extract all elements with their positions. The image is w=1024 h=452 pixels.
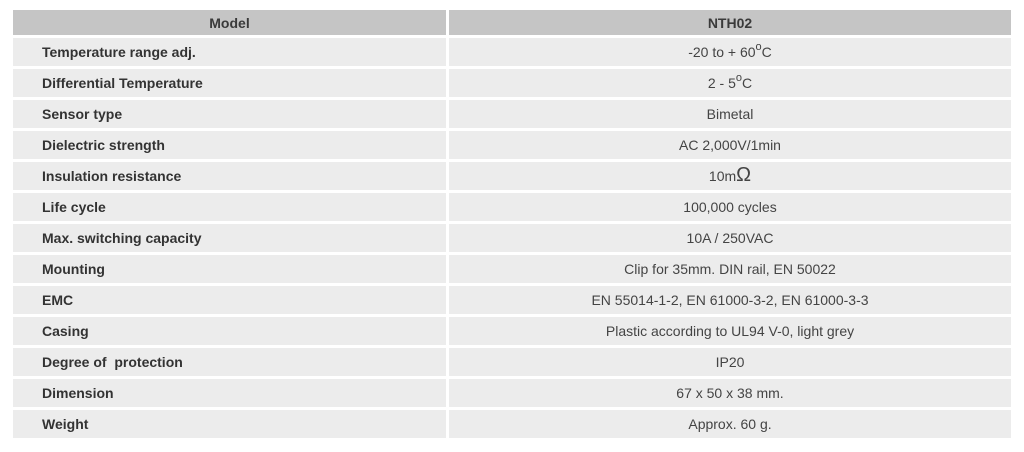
row-value: Clip for 35mm. DIN rail, EN 50022 xyxy=(449,255,1011,286)
table-row xyxy=(13,69,1011,100)
value-text: -20 to + 60 xyxy=(688,44,756,60)
table-row xyxy=(13,348,1011,379)
row-value xyxy=(449,162,1011,193)
table-row xyxy=(13,255,1011,286)
table-row xyxy=(13,162,1011,193)
value-text: 2 - 5 xyxy=(707,75,736,91)
row-label: Differential Temperature xyxy=(13,69,449,100)
table-row xyxy=(13,131,1011,162)
row-label: Casing xyxy=(13,317,449,348)
row-value: IP20 xyxy=(449,348,1011,379)
table-row xyxy=(13,38,1011,69)
row-label: Dimension xyxy=(13,379,449,410)
table-row xyxy=(13,100,1011,131)
value-text: 10m xyxy=(708,168,737,184)
table-row xyxy=(13,224,1011,255)
ohm-symbol: Ω xyxy=(736,164,752,186)
row-label: Insulation resistance xyxy=(13,162,449,193)
row-label: Temperature range adj. xyxy=(13,38,449,69)
row-label: Dielectric strength xyxy=(13,131,449,162)
row-value: Approx. 60 g. xyxy=(449,410,1011,441)
row-value: Plastic according to UL94 V-0, light grey xyxy=(449,317,1011,348)
degree-superscript: o xyxy=(755,41,762,53)
table-row xyxy=(13,317,1011,348)
header-row xyxy=(13,10,1011,38)
row-value: Bimetal xyxy=(449,100,1011,131)
degree-superscript: o xyxy=(735,72,742,84)
model-header: Model xyxy=(13,10,449,38)
row-label: EMC xyxy=(13,286,449,317)
row-value: EN 55014-1-2, EN 61000-3-2, EN 61000-3-3 xyxy=(449,286,1011,317)
row-label: Weight xyxy=(13,410,449,441)
row-label: Max. switching capacity xyxy=(13,224,449,255)
row-label: Mounting xyxy=(13,255,449,286)
table-row xyxy=(13,193,1011,224)
row-value xyxy=(449,38,1011,69)
row-value: 100,000 cycles xyxy=(449,193,1011,224)
row-value: 10A / 250VAC xyxy=(449,224,1011,255)
row-value: 67 x 50 x 38 mm. xyxy=(449,379,1011,410)
unit-text: C xyxy=(742,75,753,91)
row-value xyxy=(449,69,1011,100)
spec-table xyxy=(13,10,1011,441)
unit-text: C xyxy=(761,44,772,60)
row-label: Degree of protection xyxy=(13,348,449,379)
table-row xyxy=(13,410,1011,441)
row-value: AC 2,000V/1min xyxy=(449,131,1011,162)
row-label: Sensor type xyxy=(13,100,449,131)
table-row xyxy=(13,286,1011,317)
row-label: Life cycle xyxy=(13,193,449,224)
table-row xyxy=(13,379,1011,410)
model-value-header: NTH02 xyxy=(449,10,1011,38)
